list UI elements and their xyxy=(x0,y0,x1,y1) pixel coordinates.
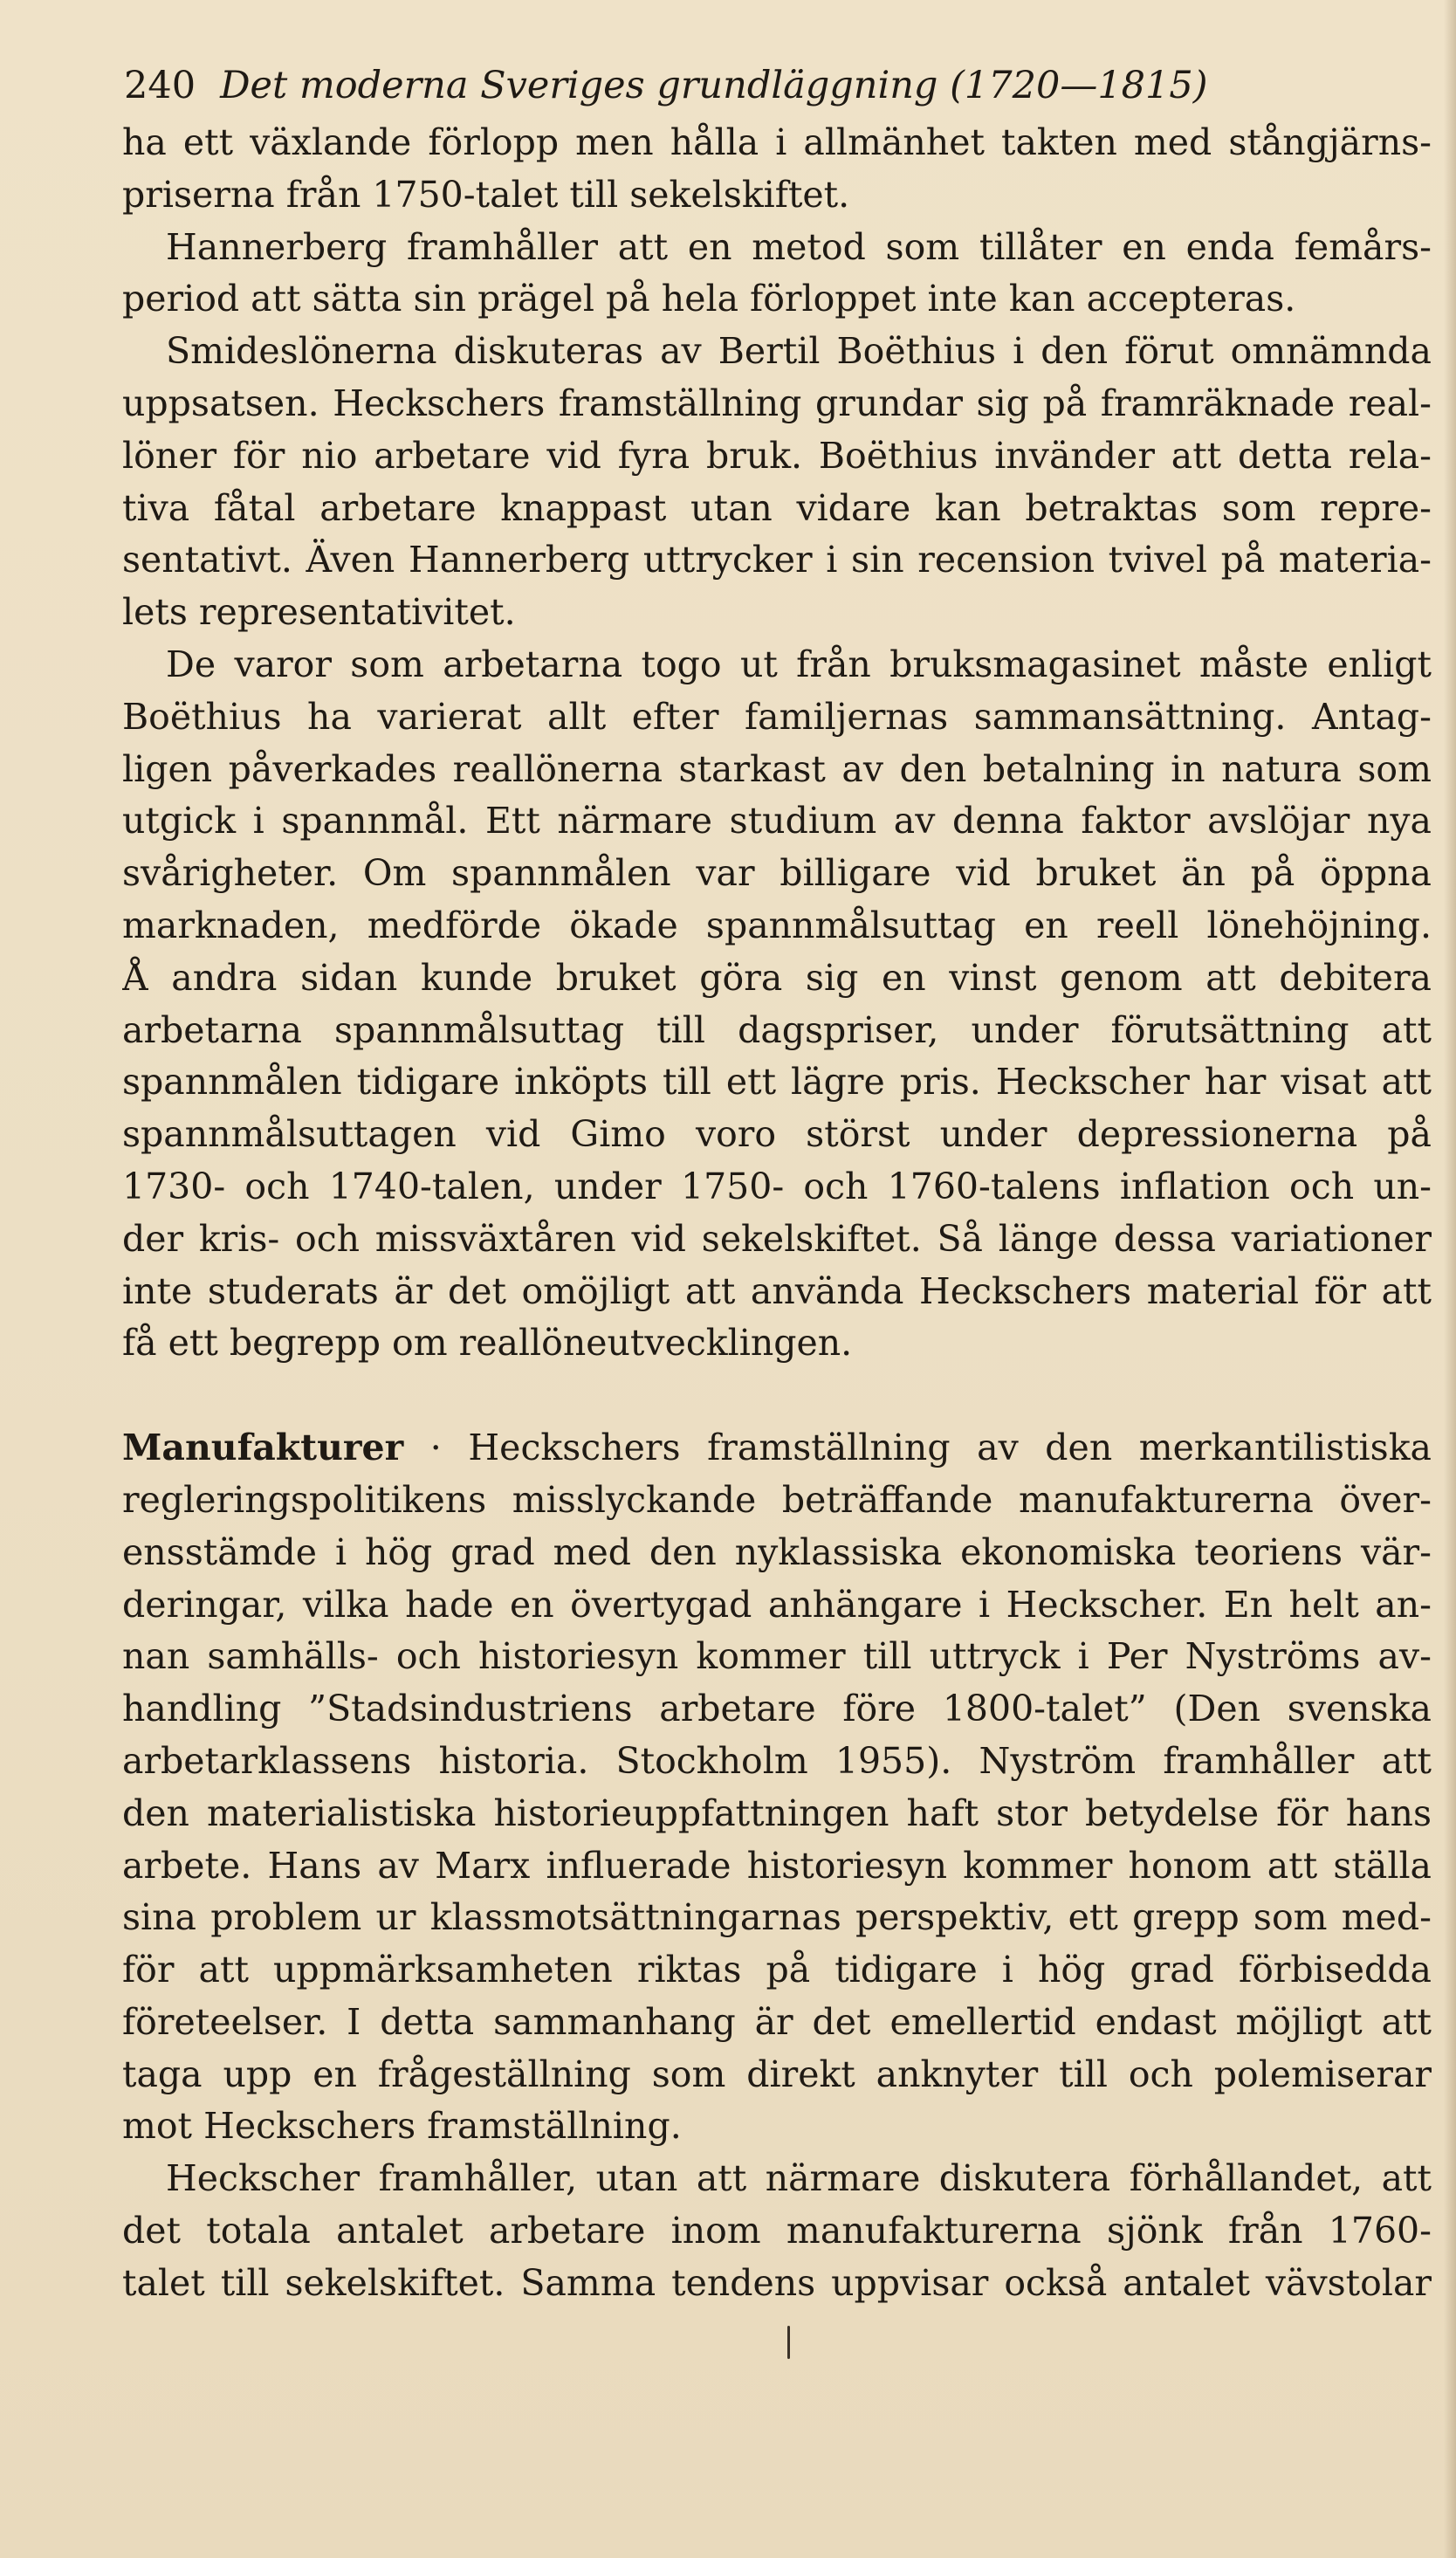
page-text xyxy=(122,54,1432,2310)
text-line: ensstämde i hög grad med den nyklassiska ekonomiska teoriens vär- xyxy=(122,1530,1432,1573)
page-number: 240 xyxy=(124,64,196,107)
section-separator: · xyxy=(429,1427,442,1469)
text-line: för att uppmärksamheten riktas på tidigare i hög grad förbisedda xyxy=(122,1949,1432,1991)
paragraph xyxy=(122,117,1432,222)
text-line: det totala antalet arbetare inom manufakturerna sjönk från 1760- xyxy=(122,2210,1432,2252)
paragraph xyxy=(122,326,1432,639)
text-line: arbete. Hans av Marx influerade historiesyn kommer honom att ställa xyxy=(122,1844,1432,1887)
text-line: lets representativitet. xyxy=(122,591,516,634)
text-line: arbetarna spannmålsuttag till dagspriser, under förutsättning att xyxy=(122,1008,1432,1051)
text-line: priserna från 1750-talet till sekelskiftet. xyxy=(122,173,850,216)
text-line: ha ett växlande förlopp men hålla i allmänhet takten med stångjärns- xyxy=(122,121,1432,163)
text-line: löner för nio arbetare vid fyra bruk. Boëthius invänder att detta rela- xyxy=(122,434,1432,477)
text-line: tiva fåtal arbetare knappast utan vidare kan betraktas som repre- xyxy=(122,486,1432,529)
text-line: Smideslönerna diskuteras av Bertil Boëthius i den förut omnämnda xyxy=(166,330,1432,373)
text-line: Å andra sidan kunde bruket göra sig en vinst genom att debitera xyxy=(122,956,1432,999)
text-line: företeelser. I detta sammanhang är det emellertid endast möjligt att xyxy=(122,2000,1432,2043)
text-line: Heckscher framhåller, utan att närmare diskutera förhållandet, att xyxy=(166,2157,1432,2200)
text-line: taga upp en frågeställning som direkt anknyter till och polemiserar xyxy=(122,2053,1432,2095)
text-line: 1730- och 1740-talen, under 1750- och 1760-talens inflation och un- xyxy=(122,1165,1432,1207)
paragraph xyxy=(122,639,1432,1370)
section-first-line xyxy=(122,1422,1432,1475)
text-line: sina problem ur klassmotsättningarnas perspektiv, ett grepp som med- xyxy=(122,1896,1432,1939)
text-line: spannmålen tidigare inköpts till ett lägre pris. Heckscher har visat att xyxy=(122,1061,1432,1104)
running-head xyxy=(124,54,1432,117)
text-line: regleringspolitikens misslyckande beträffande manufakturerna över- xyxy=(122,1478,1432,1521)
text-line: deringar, vilka hade en övertygad anhängare i Heckscher. En helt an- xyxy=(122,1583,1432,1626)
text-line: De varor som arbetarna togo ut från bruksmagasinet måste enligt xyxy=(166,643,1432,685)
text-line: marknaden, medförde ökade spannmålsuttag en reell lönehöjning. xyxy=(122,904,1432,946)
text-line: utgick i spannmål. Ett närmare studium av denna faktor avslöjar nya xyxy=(122,800,1432,842)
text-line: den materialistiska historieuppfattningen haft stor betydelse för hans xyxy=(122,1791,1432,1834)
text-line: der kris- och missväxtåren vid sekelskiftet. Så länge dessa variationer xyxy=(122,1217,1432,1260)
text-line: sentativt. Även Hannerberg uttrycker i sin recension tvivel på materia- xyxy=(122,539,1432,581)
paragraph xyxy=(122,2153,1432,2309)
text-line: Hannerberg framhåller att en metod som tillåter en enda femårs- xyxy=(166,225,1432,268)
text-line: mot Heckschers framställning. xyxy=(122,2105,682,2148)
text-line: handling ”Stadsindustriens arbetare före 1800-talet” (Den svenska xyxy=(122,1688,1432,1730)
running-title: Det moderna Sveriges grundläggning (1720—1815) xyxy=(220,64,1208,107)
text-line: period att sätta sin prägel på hela förloppet inte kan accepteras. xyxy=(122,278,1296,320)
text-line: talet till sekelskiftet. Samma tendens uppvisar också antalet vävstolar xyxy=(122,2261,1432,2304)
ink-mark xyxy=(787,2326,790,2359)
text-line: arbetarklassens historia. Stockholm 1955). Nyström framhåller att xyxy=(122,1739,1432,1782)
text-line: spannmålsuttagen vid Gimo voro störst under depressionerna på xyxy=(122,1113,1432,1156)
page-edge-shadow xyxy=(1444,0,1456,2558)
section-paragraph xyxy=(122,1422,1432,2153)
section-gap xyxy=(122,1370,1432,1422)
section-heading: Manufakturer xyxy=(122,1427,404,1469)
text-line: Boëthius ha varierat allt efter familjernas sammansättning. Antag- xyxy=(122,695,1432,738)
text-run: Heckschers framställning av den merkantilistiska xyxy=(468,1427,1432,1469)
paragraph xyxy=(122,222,1432,327)
text-line: uppsatsen. Heckschers framställning grundar sig på framräknade real- xyxy=(122,382,1432,424)
text-line: få ett begrepp om reallöneutvecklingen. xyxy=(122,1322,853,1365)
text-line: inte studerats är det omöjligt att använda Heckschers material för att xyxy=(122,1269,1432,1312)
text-line: nan samhälls- och historiesyn kommer till uttryck i Per Nyströms av- xyxy=(122,1635,1432,1678)
text-line: svårigheter. Om spannmålen var billigare vid bruket än på öppna xyxy=(122,852,1432,895)
text-line: ligen påverkades reallönerna starkast av den betalning in natura som xyxy=(122,747,1432,790)
